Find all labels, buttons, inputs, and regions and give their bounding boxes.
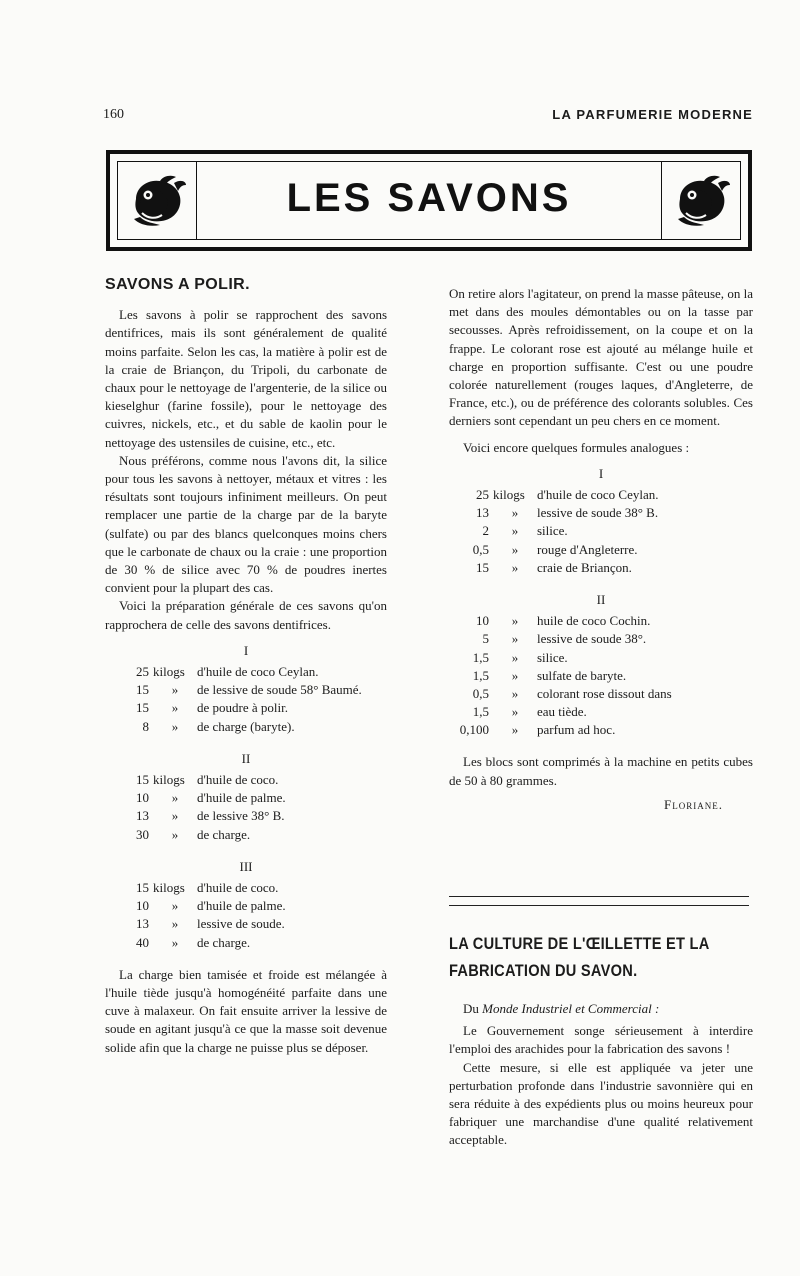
quantity: 1,5 (472, 667, 489, 683)
quantity: 25 (136, 664, 149, 680)
formula-row (453, 703, 753, 721)
unit: kilogs (493, 487, 525, 503)
source-prefix: Du (463, 1001, 479, 1016)
right-column (449, 285, 753, 814)
formula-row (115, 879, 387, 897)
formula-row (453, 486, 753, 504)
formula-row (115, 897, 387, 915)
formula-list (453, 486, 753, 577)
running-header (103, 107, 753, 125)
ingredient: lessive de soude 38° B. (537, 505, 659, 521)
ingredient: d'huile de coco. (197, 772, 279, 788)
banner-right-ornament (661, 162, 740, 239)
banner-left-ornament (118, 162, 197, 239)
unit: » (171, 682, 179, 698)
paragraph: Les savons à polir se rapprochent des savons dentifrices, mais ils sont généralement de qualité moins parfaite. Selon les cas, la matière à polir est de la craie de Briançon, du Tripoli, du carbonate de chaux pour le nettoyage de l'argenterie, de la silice ou kieselghur (farine fossile), pour le nettoyage des cuivres, nickels, etc., et du sable de kaolin pour le nettoyage des ustensiles de cuisine, etc., etc. (105, 307, 387, 450)
source-name: Monde Industriel et Commercial : (482, 1001, 660, 1016)
ingredient: lessive de soude 38°. (537, 631, 647, 647)
formula-row (115, 934, 387, 952)
formula-row (453, 612, 753, 630)
unit: » (511, 523, 519, 539)
quantity: 25 (476, 487, 489, 503)
formula-row (453, 559, 753, 577)
quantity: 1,5 (472, 649, 489, 665)
paragraph: Le Gouvernement songe sérieusement à interdire l'emploi des arachides pour la fabrication des savons ! (449, 1023, 753, 1057)
dolphin-icon (126, 173, 188, 229)
formula-title: II (241, 750, 251, 766)
formula-row (115, 807, 387, 825)
formula-row (453, 522, 753, 540)
unit: » (511, 722, 519, 738)
paragraph: On retire alors l'agitateur, on prend la masse pâteuse, on la met dans des moules démontables ou on la tasse par secousses. Après refroidissement, on la coupe et on la frappe. Le colorant rose est ajouté au mélange huile et charge en proportion suffisante. C'est ou une poudre colorée naturellement (rouges laques, d'Angleterre, de France, etc.), ou de préférence des colorants solubles. Ces derniers sont cependant un peu chers en ce moment. (449, 286, 753, 429)
formula-row (453, 630, 753, 648)
unit: » (511, 541, 519, 557)
unit: » (171, 826, 179, 842)
quantity: 15 (136, 879, 149, 895)
paragraph: Les blocs sont comprimés à la machine en petits cubes de 50 à 80 grammes. (449, 754, 753, 788)
formula-row (453, 504, 753, 522)
paragraph: Voici encore quelques formules analogues : (463, 439, 690, 455)
journal-title: LA PARFUMERIE MODERNE (552, 107, 753, 122)
ingredient: d'huile de coco Ceylan. (537, 487, 659, 503)
author-signature: Floriane. (664, 796, 723, 812)
ingredient: d'huile de coco Ceylan. (197, 664, 319, 680)
ingredient: silice. (537, 523, 568, 539)
formula-title: III (239, 858, 253, 874)
quantity: 15 (136, 682, 149, 698)
banner-inner-frame (117, 161, 741, 240)
quantity: 15 (476, 559, 489, 575)
unit: » (511, 685, 519, 701)
formula-row (115, 789, 387, 807)
formula-row (115, 663, 387, 681)
unit: kilogs (153, 879, 185, 895)
unit: kilogs (153, 772, 185, 788)
formula-row (115, 771, 387, 789)
unit: » (511, 649, 519, 665)
unit: » (171, 898, 179, 914)
paragraph: Voici la préparation générale de ces savons qu'on rapprochera de celle des savons dentifrices. (105, 598, 387, 632)
ingredient: colorant rose dissout dans (537, 685, 672, 701)
paragraph: Cette mesure, si elle est appliquée va jeter une perturbation profonde dans l'industrie savonnière qui en sera réduite à des expédients plus ou moins heureux pour fabriquer une marchandise d'une qualité relativement acceptable. (449, 1059, 753, 1148)
unit: » (511, 613, 519, 629)
ingredient: parfum ad hoc. (537, 722, 616, 738)
quantity: 0,5 (472, 685, 489, 701)
unit: » (171, 808, 179, 824)
formula-list (453, 612, 753, 739)
dolphin-icon (670, 173, 732, 229)
unit: » (171, 700, 179, 716)
banner-title: LES SAVONS (286, 176, 572, 220)
quantity: 13 (476, 505, 489, 521)
unit: » (171, 934, 179, 950)
quantity: 13 (136, 808, 149, 824)
unit: kilogs (153, 664, 185, 680)
unit: » (511, 631, 519, 647)
page-number: 160 (103, 107, 124, 122)
unit: » (171, 718, 179, 734)
formula-title: I (243, 642, 249, 658)
section-divider (449, 896, 749, 906)
ingredient: d'huile de coco. (197, 879, 279, 895)
formula-row (453, 667, 753, 685)
formula-list (115, 663, 387, 736)
quantity: 0,5 (472, 541, 489, 557)
ingredient: huile de coco Cochin. (537, 613, 651, 629)
unit: » (511, 704, 519, 720)
quantity: 10 (136, 898, 149, 914)
unit: » (511, 667, 519, 683)
ingredient: sulfate de baryte. (537, 667, 627, 683)
ingredient: rouge d'Angleterre. (537, 541, 638, 557)
ingredient: de charge (baryte). (197, 718, 295, 734)
formula-row (115, 915, 387, 933)
ingredient: lessive de soude. (197, 916, 285, 932)
quantity: 15 (136, 772, 149, 788)
paragraph: Nous préférons, comme nous l'avons dit, la silice pour tous les savons à nettoyer, métaux et vitres : les résultats sont toujours infiniment meilleurs. On peut remplacer une partie de la charge par de la baryte (sulfate) ou par des blancs quelconques moins chers que le carbonate de chaux ou la craie : une proportion de 30 % de silice avec 70 % de poudres inertes convient pour la plupart des cas. (105, 452, 387, 596)
ingredient: d'huile de palme. (197, 898, 286, 914)
unit: » (171, 916, 179, 932)
quantity: 10 (136, 790, 149, 806)
formula-row (453, 721, 753, 739)
ingredient: de lessive 38° B. (197, 808, 285, 824)
formula-row (453, 685, 753, 703)
quantity: 2 (482, 523, 489, 539)
ingredient: de charge. (197, 826, 251, 842)
formula-row (453, 649, 753, 667)
formula-row (115, 826, 387, 844)
formula-row (453, 541, 753, 559)
source-line (463, 1000, 753, 1018)
formula-title: II (596, 591, 606, 607)
ingredient: craie de Briançon. (537, 559, 632, 575)
formula-list (115, 771, 387, 844)
formula-row (115, 699, 387, 717)
ingredient: de lessive de soude 58° Baumé. (197, 682, 362, 698)
quantity: 0,100 (459, 722, 489, 738)
quantity: 5 (482, 631, 489, 647)
unit: » (511, 505, 519, 521)
quantity: 13 (136, 916, 149, 932)
quantity: 40 (136, 934, 149, 950)
quantity: 15 (136, 700, 149, 716)
formula-title: I (598, 465, 604, 481)
formula-row (115, 718, 387, 736)
unit: » (511, 559, 519, 575)
ingredient: silice. (537, 649, 568, 665)
formula-list (115, 879, 387, 952)
quantity: 8 (142, 718, 149, 734)
ingredient: de poudre à polir. (197, 700, 288, 716)
ingredient: d'huile de palme. (197, 790, 286, 806)
section-banner (106, 150, 752, 251)
section-heading: LA CULTURE DE L'ŒILLETTE ET LA FABRICATION DU SAVON. (449, 934, 710, 980)
quantity: 30 (136, 826, 149, 842)
unit: » (171, 790, 179, 806)
section-heading: SAVONS A POLIR. (105, 276, 250, 293)
right-column-section2 (449, 930, 753, 1150)
ingredient: eau tiède. (537, 704, 587, 720)
ingredient: de charge. (197, 934, 251, 950)
left-column (105, 276, 387, 1057)
paragraph: La charge bien tamisée et froide est mélangée à l'huile tiède jusqu'à homogénéité parfaite dans une cuve à malaxeur. On fait ensuite arriver la lessive de soude en agitant jusqu'à ce que la masse soit devenue solide afin que la charge ne puisse plus se déposer. (105, 966, 387, 1055)
quantity: 1,5 (472, 704, 489, 720)
formula-row (115, 681, 387, 699)
quantity: 10 (476, 613, 489, 629)
